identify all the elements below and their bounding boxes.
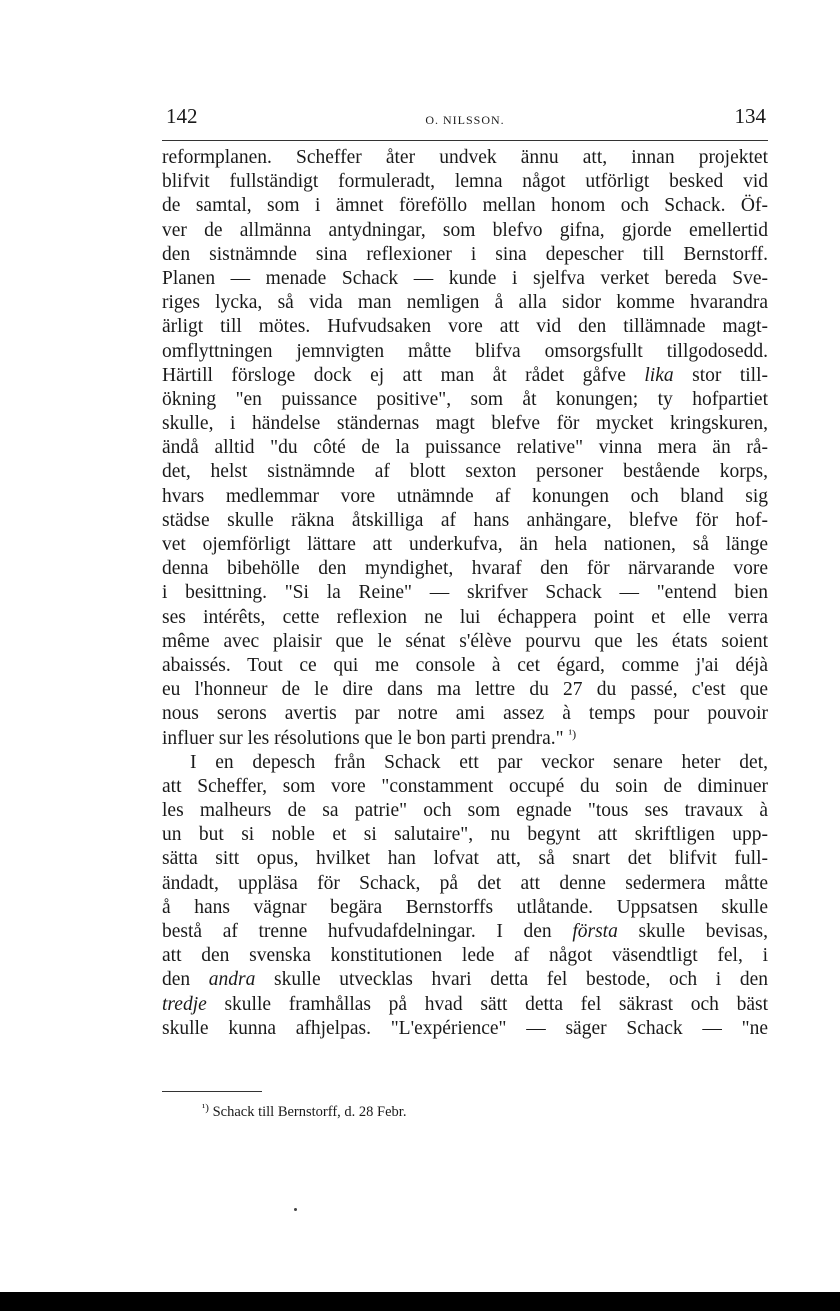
text-segment: stor till- [692, 364, 768, 386]
scan-bottom-edge [0, 1292, 840, 1311]
text-line: les malheurs de sa patrie" och som egnade "tous ses travaux à [162, 800, 768, 822]
text-line: skulle kunna afhjelpas. "L'expérience" — säger Schack — "ne [162, 1017, 768, 1039]
footnote-rule [162, 1091, 262, 1092]
text-line: att Scheffer, som vore "constamment occupé du soin de diminuer [162, 775, 768, 797]
text-line: riges lycka, så vida man nemligen å alla sidor komme hvarandra [162, 292, 768, 314]
page-number-left: 142 [166, 104, 198, 128]
text-line: vet ojemförligt lättare att underkufva, än hela nationen, så länge [162, 534, 768, 555]
text-line: den sistnämnde sina reflexioner i sina depescher till Bernstorff. [162, 243, 768, 265]
text-line: même avec plaisir que le sénat s'élève pourvu que les états soient [162, 630, 768, 652]
text-segment: skulle framhållas på hvad sätt detta fel säkrast och bäst [224, 993, 768, 1015]
text-line [162, 364, 768, 388]
text-line [162, 920, 768, 944]
text-line: un but si noble et si salutaire", nu begynt att skriftligen upp- [162, 824, 768, 846]
text-line: ver de allmänna antydningar, som blefvo gifna, gjorde emellertid [162, 219, 768, 241]
page-header [162, 104, 768, 136]
scan-speck [294, 1208, 297, 1211]
text-segment: Härtill försloge dock ej att man åt rådet gåfve [162, 364, 626, 386]
text-line: ärligt till mötes. Hufvudsaken vore att vid den tillämnade magt- [162, 316, 768, 338]
text-line: i besittning. "Si la Reine" — skrifver Schack — "entend bien [162, 582, 768, 604]
text-line: nous serons avertis par notre ami assez à temps pour pouvoir [162, 703, 768, 725]
emphasis: första [572, 921, 618, 942]
text-segment: influer sur les résolutions que le bon parti prendra." [162, 727, 564, 749]
emphasis: lika [644, 364, 674, 386]
text-line: Planen — menade Schack — kunde i sjelfva verket bereda Sve- [162, 267, 768, 289]
header-rule [162, 140, 768, 141]
text-line: det, helst sistnämnde af blott sexton personer bestående korps, [162, 461, 768, 483]
text-line: städse skulle räkna åtskilliga af hans anhängare, blefve för hof- [162, 509, 768, 531]
text-line: abaissés. Tout ce qui me console à cet égard, comme j'ai déjà [162, 654, 768, 676]
text-line [162, 727, 768, 751]
text-line: denna bibehölle den myndighet, hvaraf den för närvarande vore [162, 558, 768, 580]
page-number-right: 134 [734, 104, 766, 128]
text-line: de samtal, som i ämnet föreföllo mellan honom och Schack. Öf- [162, 195, 768, 217]
running-title: O. NILSSON. [425, 113, 505, 127]
emphasis: tredje [162, 993, 207, 1015]
text-line: reformplanen. Scheffer åter undvek ännu att, innan projektet [162, 147, 768, 168]
text-line: hvars medlemmar vore utnämnde af konungen och bland sig [162, 485, 768, 507]
text-line: eu l'honneur de le dire dans ma lettre du 27 du passé, c'est que [162, 679, 768, 701]
text-segment: bestå af trenne hufvudafdelningar. I den [162, 921, 552, 942]
text-segment: skulle bevisas, [638, 921, 769, 942]
footnote-text: Schack till Bernstorff, d. 28 Febr. [212, 1104, 407, 1120]
text-line: blifvit fullständigt formuleradt, lemna något utförligt besked vid [162, 171, 768, 193]
text-line: ändå alltid "du côté de la puissance relative" vinna mera än rå- [162, 437, 768, 459]
body-text [162, 146, 768, 1041]
text-segment: den [162, 969, 191, 991]
text-line: ökning "en puissance positive", som åt konungen; ty hofpartiet [162, 388, 768, 410]
text-line: å hans vägnar begära Bernstorffs utlåtande. Uppsatsen skulle [162, 896, 768, 918]
footnote-reference: ¹) [568, 726, 577, 741]
text-line [162, 993, 768, 1017]
text-line: ändadt, uppläsa för Schack, på det att denne sedermera måtte [162, 872, 768, 894]
text-line: att den svenska konstitutionen lede af något väsendtligt fel, i [162, 945, 768, 967]
footnote [202, 1104, 406, 1121]
text-line: sätta sitt opus, hvilket han lofvat att, så snart det blifvit full- [162, 848, 768, 870]
text-line: skulle, i händelse ständernas magt blefve för mycket kringskuren, [162, 413, 768, 435]
text-line: ses intérêts, cette reflexion ne lui échappera point et elle verra [162, 606, 768, 628]
text-line [162, 968, 768, 992]
footnote-mark: ¹) [202, 1102, 209, 1114]
emphasis: andra [208, 969, 256, 991]
text-line: I en depesch från Schack ett par veckor senare heter det, [190, 751, 768, 773]
text-segment: skulle utvecklas hvari detta fel bestode, och i den [274, 969, 769, 991]
text-line: omflyttningen jemnvigten måtte blifva omsorgsfullt tillgodosedd. [162, 340, 768, 362]
